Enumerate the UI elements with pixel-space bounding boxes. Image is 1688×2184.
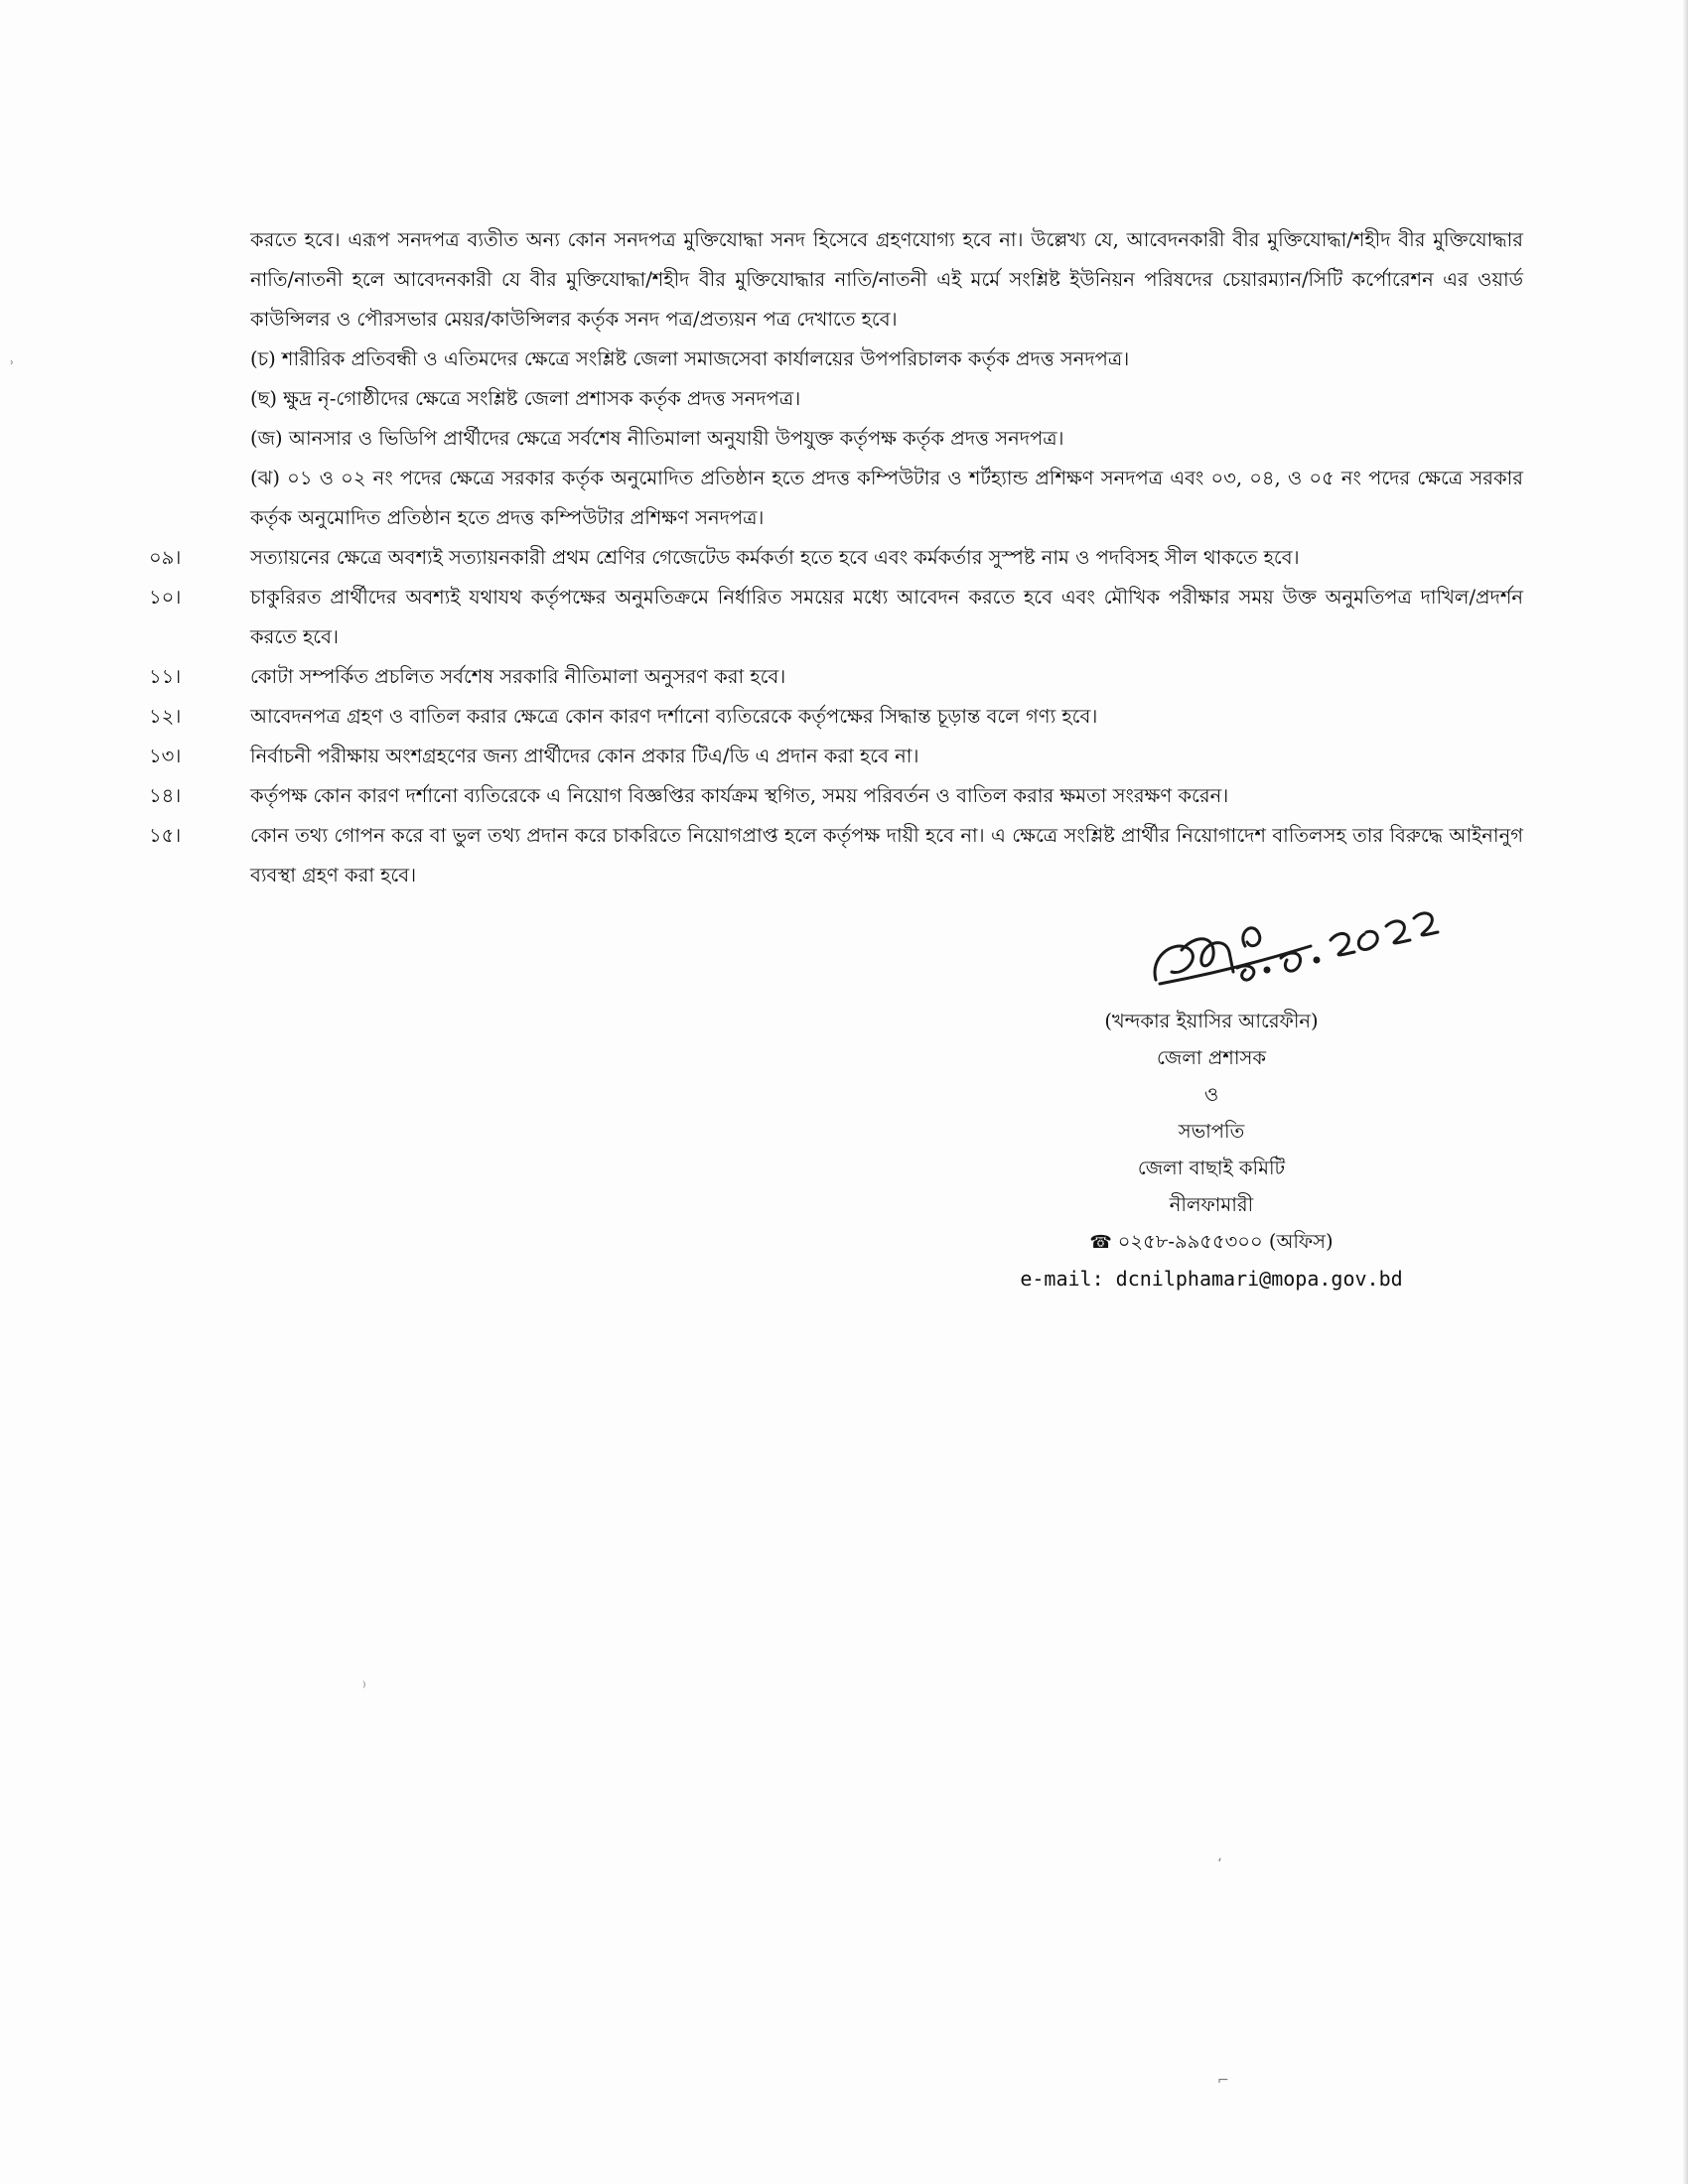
committee-name: জেলা বাছাই কমিটি [1137,1157,1286,1179]
item-text: নির্বাচনী পরীক্ষায় অংশগ্রহণের জন্য প্রার্থীদের কোন প্রকার টিএ/ডি এ প্রদান করা হবে না। [250,745,919,767]
phone-line [993,1223,1430,1261]
signature-block [993,1003,1430,1297]
district-name: নীলফামারী [1169,1193,1254,1216]
item-text: কর্তৃপক্ষ কোন কারণ দর্শানো ব্যতিরেকে এ নিয়োগ বিজ্ঞপ্তির কার্যক্রম স্থগিত, সময় পরিবর্তন ও বাতিল করার ক্ষমতা সংরক্ষণ করেন। [250,784,1229,807]
item-text: চাকুরিরত প্রার্থীদের অবশ্যই যথাযথ কর্তৃপক্ষের অনুমতিক্রমে নির্ধারিত সময়ের মধ্যে আবেদন করতে হবে এবং মৌখিক পরীক্ষার সময় উক্ত অনুমতিপত্র দাখিল/প্রদর্শন করতে হবে। [250,586,1523,648]
conjunction: ও [1203,1083,1219,1106]
sub-item-ja: (জ) আনসার ও ভিডিপি প্রার্থীদের ক্ষেত্রে সর্বশেষ নীতিমালা অনুযায়ী উপযুক্ত কর্তৃপক্ষ কর্তৃক প্রদত্ত সনদপত্র। [250,427,1064,450]
numbered-item-13 [149,737,1523,776]
numbered-item-10 [149,578,1523,657]
sub-item-chha: (ছ) ক্ষুদ্র নৃ-গোষ্ঠীদের ক্ষেত্রে সংশ্লিষ্ট জেলা প্রশাসক কর্তৃক প্রদত্ত সনদপত্র। [250,387,801,410]
scan-mark: ‘ [1217,1856,1222,1872]
item-text: কোন তথ্য গোপন করে বা ভুল তথ্য প্রদান করে চাকরিতে নিয়োগপ্রাপ্ত হলে কর্তৃপক্ষ দায়ী হবে না। এ ক্ষেত্রে সংশ্লিষ্ট প্রার্থীর নিয়োগাদেশ বাতিলসহ তার বিরুদ্ধে আইনানুগ ব্যবস্থা গ্রহণ করা হবে। [250,824,1523,887]
scan-mark: ⌐ [1217,2073,1229,2089]
numbered-item-15 [149,816,1523,895]
item-number: ১৫। [149,824,182,847]
page-edge [1682,0,1688,2184]
numbered-item-11 [149,657,1523,697]
conditions-section [250,220,1523,538]
sub-item-jha: (ঝ) ০১ ও ০২ নং পদের ক্ষেত্রে সরকার কর্তৃক অনুমোদিত প্রতিষ্ঠান হতে প্রদত্ত কম্পিউটার ও শর্টহ্যান্ড প্রশিক্ষণ সনদপত্র এবং ০৩, ০৪, ও ০৫ নং পদের ক্ষেত্রে সরকার কর্তৃক অনুমোদিত প্রতিষ্ঠান হতে প্রদত্ত কম্পিউটার প্রশিক্ষণ সনদপত্র। [250,467,1523,529]
continuation-paragraph: করতে হবে। এরূপ সনদপত্র ব্যতীত অন্য কোন সনদপত্র মুক্তিযোদ্ধা সনদ হিসেবে গ্রহণযোগ্য হবে না। উল্লেখ্য যে, আবেদনকারী বীর মুক্তিযোদ্ধা/শহীদ বীর মুক্তিযোদ্ধার নাতি/নাতনী হলে আবেদনকারী যে বীর মুক্তিযোদ্ধা/শহীদ বীর মুক্তিযোদ্ধার নাতি/নাতনী এই মর্মে সংশ্লিষ্ট ইউনিয়ন পরিষদের চেয়ারম্যান/সিটি কর্পোরেশন এর ওয়ার্ড কাউন্সিলর ও পৌরসভার মেয়র/কাউন্সিলর কর্তৃক সনদ পত্র/প্রত্যয়ন পত্র দেখাতে হবে। [250,228,1523,331]
numbered-item-12 [149,697,1523,737]
sub-item-cha: (চ) শারীরিক প্রতিবন্ধী ও এতিমদের ক্ষেত্রে সংশ্লিষ্ট জেলা সমাজসেবা কার্যালয়ের উপপরিচালক কর্তৃক প্রদত্ত সনদপত্র। [250,347,1130,370]
item-text: সত্যায়নের ক্ষেত্রে অবশ্যই সত্যায়নকারী প্রথম শ্রেণির গেজেটেড কর্মকর্তা হতে হবে এবং কর্মকর্তার সুস্পষ্ট নাম ও পদবিসহ সীল থাকতে হবে। [250,546,1300,569]
signatory-name: (খন্দকার ইয়াসির আরেফীন) [1104,1010,1319,1032]
numbered-item-14 [149,776,1523,816]
item-text: আবেদনপত্র গ্রহণ ও বাতিল করার ক্ষেত্রে কোন কারণ দর্শানো ব্যতিরেকে কর্তৃপক্ষের সিদ্ধান্ত চূড়ান্ত বলে গণ্য হবে। [250,705,1098,728]
scan-mark: ⁾ [362,1680,366,1696]
item-number: ১৩। [149,745,182,767]
phone-number: ০২৫৮-৯৯৫৫৩০০ (অফিস) [1117,1230,1334,1253]
item-number: ১০। [149,586,182,609]
signatory-role: সভাপতি [1178,1120,1245,1143]
item-number: ১৪। [149,784,182,807]
signatory-title: জেলা প্রশাসক [1156,1046,1266,1069]
phone-icon: ☎ [1089,1232,1112,1253]
handwritten-signature [1142,888,1440,1008]
numbered-item-09 [149,538,1523,578]
item-number: ১১। [149,665,182,688]
scan-mark: ʾ [10,359,15,375]
email-line: e-mail: dcnilphamari@mopa.gov.bd [1020,1267,1403,1291]
item-text: কোটা সম্পর্কিত প্রচলিত সর্বশেষ সরকারি নীতিমালা অনুসরণ করা হবে। [250,665,786,688]
item-number: ১২। [149,705,182,728]
item-number: ০৯। [149,546,182,569]
